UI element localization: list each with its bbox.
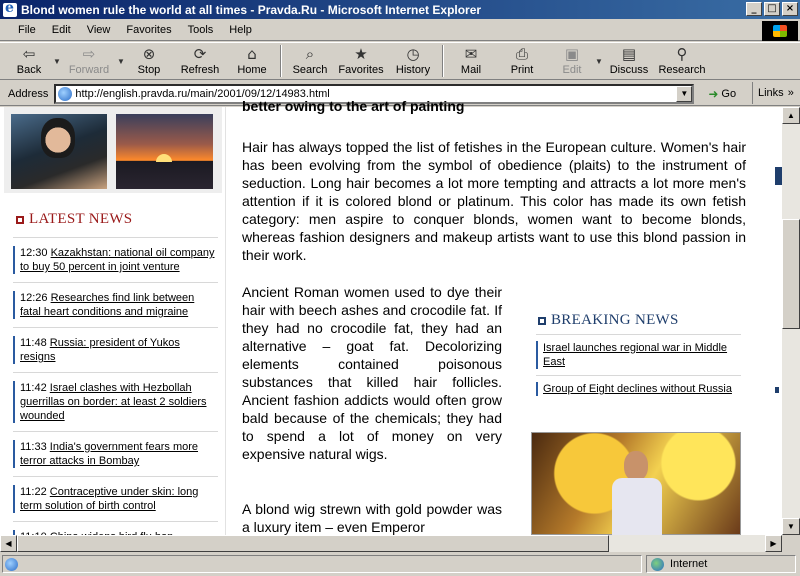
vertical-scrollbar[interactable] xyxy=(782,107,800,535)
go-button[interactable]: ➜ Go xyxy=(708,86,737,101)
article-paragraph: Hair has always topped the list of fetishes in the European culture. Women's hair has been evolving from the symbol of obedience (plaits) to the instrument of seduction. Long hair becomes a lot more tempting and attracts a lot more men's attention if it is colored blond or platinum. This color has made its own fetish category: men aspire to conquer blonds, women want to become blonds, whereas fashion designers and makeup artists want to use this blond passion in their work. xyxy=(242,139,746,263)
article-paragraph: A blond wig strewn with gold powder was a luxury item – even Emperor xyxy=(242,501,502,535)
square-bullet-icon xyxy=(16,216,24,224)
chevron-right-icon: » xyxy=(787,87,794,99)
list-item: 12:30 Kazakhstan: national oil company to buy 50 percent in joint venture xyxy=(13,246,218,274)
scrollbar-corner xyxy=(782,535,800,552)
forward-dropdown[interactable]: ▼ xyxy=(117,56,125,66)
back-button[interactable]: ⇦ Back xyxy=(16,45,42,76)
search-button[interactable]: ⌕ Search xyxy=(292,45,328,76)
list-item: 11:33 India's government fears more terror attacks in Bombay xyxy=(13,440,218,468)
menu-file[interactable]: File xyxy=(18,23,36,36)
scroll-left-icon[interactable]: ◀ xyxy=(0,535,17,552)
list-item: 11:22 Contraceptive under skin: long term solution of birth control xyxy=(13,485,218,513)
news-link[interactable]: India's government fears more terror attacks in Bombay xyxy=(20,441,199,467)
horizontal-scroll-thumb[interactable] xyxy=(17,535,609,552)
list-item xyxy=(536,341,741,369)
window-title: Blond women rule the world at all times - Pravda.Ru - Microsoft Internet Explorer xyxy=(21,2,482,17)
printer-icon: ⎙ xyxy=(515,45,528,63)
right-edge-markers xyxy=(775,107,782,535)
article-paragraph: Ancient Roman women used to dye their hair with beech ashes and crocodile fat. If they had no crocodile fat, they had an alternative – goat fat. Decolorizing elements contained poisonous substances that killed hair follicles. Ancient fashion addicts would often grow bald because of the chemicals; they had to spend a lot of money on very expensive natural wigs. xyxy=(242,284,502,462)
photo-strip xyxy=(4,107,222,193)
list-item: 12:26 Researches find link between fatal heart conditions and migraine xyxy=(13,291,218,319)
forward-arrow-icon: ⇨ xyxy=(82,45,96,63)
address-label: Address xyxy=(8,87,49,100)
favorites-button[interactable]: ★ Favorites xyxy=(338,45,384,76)
list-item xyxy=(536,382,741,396)
stop-button[interactable]: ⊗ Stop xyxy=(137,45,161,76)
minimize-button[interactable]: _ xyxy=(746,2,762,16)
page-status-icon xyxy=(5,558,18,571)
horizontal-scrollbar[interactable] xyxy=(0,535,782,552)
news-link[interactable]: Russia: president of Yukos resigns xyxy=(20,337,180,363)
mail-icon: ✉ xyxy=(464,45,478,63)
mail-button[interactable]: ✉ Mail xyxy=(460,45,482,76)
scroll-up-icon[interactable]: ▲ xyxy=(782,107,800,124)
menu-favorites[interactable]: Favorites xyxy=(126,23,172,36)
edit-dropdown[interactable]: ▼ xyxy=(595,56,603,66)
links-button[interactable]: Links » xyxy=(752,82,794,104)
history-button[interactable]: ◷ History xyxy=(395,45,431,76)
article-subheading: better owing to the art of painting xyxy=(242,98,465,114)
discuss-button[interactable]: ▤ Discuss xyxy=(609,45,649,76)
status-bar xyxy=(0,552,800,576)
menu-tools[interactable]: Tools xyxy=(187,23,214,36)
research-button[interactable]: ⚲ Research xyxy=(658,45,706,76)
security-zone-panel: Internet xyxy=(646,555,796,573)
refresh-icon: ⟳ xyxy=(193,45,207,63)
ie-icon xyxy=(3,3,17,17)
news-link[interactable]: Contraceptive under skin: long term solution of birth control xyxy=(20,486,199,512)
edit-button[interactable]: ▣ Edit xyxy=(562,45,582,76)
home-button[interactable]: ⌂ Home xyxy=(237,45,267,76)
sunset-photo[interactable] xyxy=(116,114,213,189)
menu-bar xyxy=(0,19,800,41)
scroll-down-icon[interactable]: ▼ xyxy=(782,518,800,535)
stop-icon: ⊗ xyxy=(142,45,156,63)
back-dropdown[interactable]: ▼ xyxy=(53,56,61,66)
vertical-scroll-thumb[interactable] xyxy=(782,219,800,329)
search-icon: ⌕ xyxy=(305,45,315,63)
research-icon: ⚲ xyxy=(676,45,688,63)
news-link[interactable]: Israel clashes with Hezbollah guerrillas on border: at least 2 soldiers wounded xyxy=(20,382,207,422)
forward-button[interactable]: ⇨ Forward xyxy=(68,45,110,76)
scroll-right-icon[interactable]: ▶ xyxy=(765,535,782,552)
toolbar-separator xyxy=(280,45,282,77)
edit-icon: ▣ xyxy=(564,45,580,63)
menu-view[interactable]: View xyxy=(86,23,111,36)
model-photo[interactable] xyxy=(11,114,107,189)
left-column xyxy=(0,107,226,535)
list-item: 11:42 Israel clashes with Hezbollah guerrillas on border: at least 2 soldiers wounded xyxy=(13,381,218,423)
address-dropdown-icon[interactable]: ▼ xyxy=(676,86,692,102)
menu-edit[interactable]: Edit xyxy=(51,23,71,36)
news-link[interactable]: Israel launches regional war in Middle East xyxy=(543,342,728,368)
breaking-news-list xyxy=(536,334,741,396)
page-icon xyxy=(58,87,72,101)
status-text-panel xyxy=(2,555,642,573)
list-item: 11:48 Russia: president of Yukos resigns xyxy=(13,336,218,364)
history-icon: ◷ xyxy=(406,45,420,63)
refresh-button[interactable]: ⟳ Refresh xyxy=(180,45,220,76)
discuss-icon: ▤ xyxy=(621,45,637,63)
go-arrow-icon: ➜ xyxy=(708,86,719,101)
print-button[interactable]: ⎙ Print xyxy=(510,45,534,76)
window-controls xyxy=(744,2,798,16)
news-link[interactable]: Researches find link between fatal heart conditions and migraine xyxy=(20,292,195,318)
menu-help[interactable]: Help xyxy=(229,23,252,36)
home-icon: ⌂ xyxy=(247,45,257,63)
close-button[interactable]: × xyxy=(782,2,798,16)
back-arrow-icon: ⇦ xyxy=(22,45,36,63)
news-link[interactable]: Kazakhstan: national oil company to buy 50 percent in joint venture xyxy=(20,247,215,273)
address-url[interactable]: http://english.pravda.ru/main/2001/09/12/14983.html xyxy=(75,87,330,100)
breaking-news-heading: BREAKING NEWS xyxy=(538,312,679,329)
title-bar xyxy=(0,0,800,19)
news-link[interactable]: Group of Eight declines without Russia xyxy=(543,383,732,395)
pageant-photo[interactable] xyxy=(531,432,741,535)
page-viewport xyxy=(0,98,782,535)
standard-toolbar xyxy=(0,42,800,80)
toolbar-separator xyxy=(442,45,444,77)
latest-news-list xyxy=(13,237,218,544)
windows-logo-icon xyxy=(762,21,798,41)
favorites-folder-icon: ★ xyxy=(354,45,368,63)
latest-news-heading: LATEST NEWS xyxy=(16,211,132,228)
maximize-button[interactable]: □ xyxy=(764,2,780,16)
square-bullet-icon xyxy=(538,317,546,325)
internet-zone-icon xyxy=(651,558,664,571)
